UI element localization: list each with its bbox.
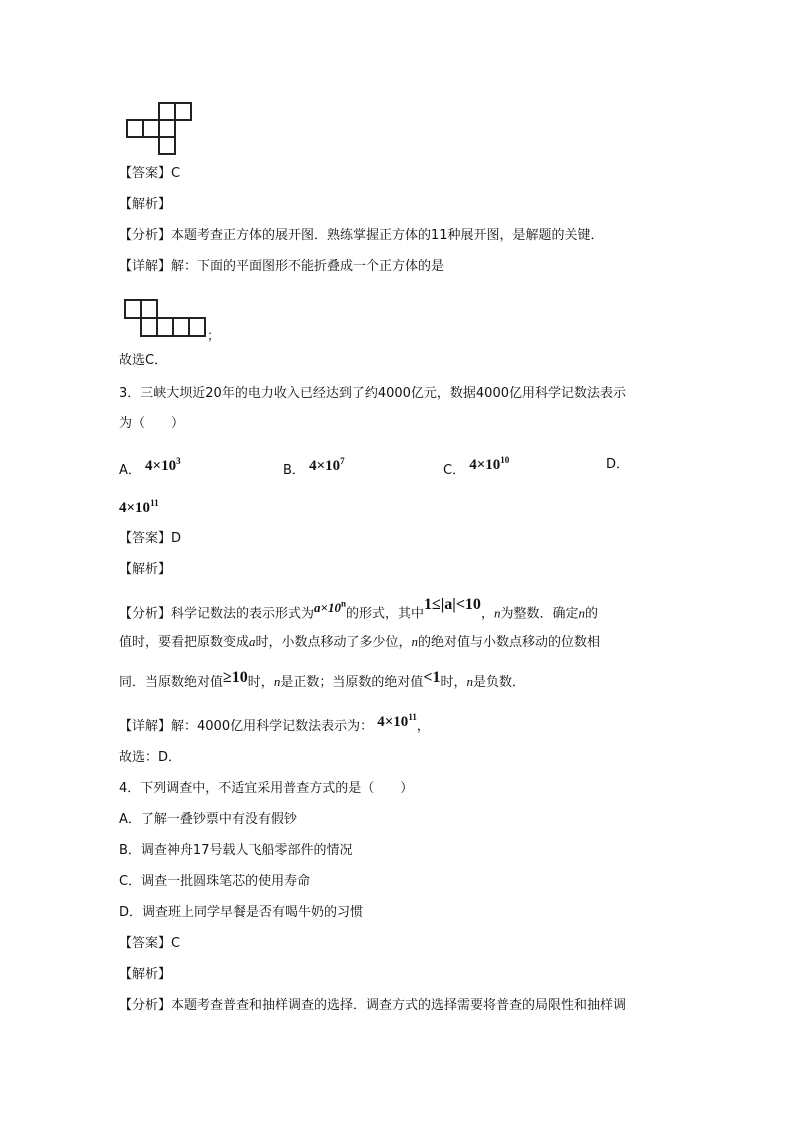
var-n: n (411, 634, 419, 649)
answer-value: D (171, 531, 182, 546)
q3-fenxi-line-2 (119, 633, 600, 652)
q4-stem: 4．下列调查中，不适宜采用普查方式的是（ ） (119, 781, 414, 796)
text: 的绝对值与小数点移动的位数相 (418, 635, 601, 650)
q4-option-d: D．调查班上同学早餐是否有喝牛奶的习惯 (119, 905, 364, 920)
text: ， (480, 606, 494, 622)
xiangjie-label: 【详解】 (119, 259, 172, 274)
math: 4×10 (377, 714, 409, 730)
q3-conclusion: 故选：D． (119, 750, 182, 765)
text: 时，小数点移动了多少位， (255, 635, 412, 650)
q3-option-b (283, 456, 345, 480)
math: ≥10 (223, 669, 248, 686)
q4-option-a: A．了解一叠钞票中有没有假钞 (119, 812, 297, 827)
xiangjie-text: 解：4000亿用科学记数法表示为： (171, 719, 374, 734)
option-math: 4×10 (309, 458, 341, 474)
q3-option-a (119, 456, 181, 480)
xiangjie-text: 解：下面的平面图形不能折叠成一个正方体的是 (171, 259, 445, 274)
option-math: 4×10 (145, 458, 177, 474)
math-exponent: n (340, 599, 346, 609)
math: a×10 (314, 600, 341, 616)
fenxi-text: 本题考查正方体的展开图．熟练掌握正方体的11种展开图，是解题的关键． (171, 228, 604, 243)
option-exponent: 11 (150, 498, 159, 508)
option-label: C． (443, 463, 466, 478)
option-math: 4×10 (119, 500, 151, 516)
math-exponent: 11 (408, 712, 417, 722)
text: 为整数．确定 (500, 606, 579, 622)
q3-xiangjie (119, 712, 430, 736)
fenxi-label: 【分析】 (119, 998, 172, 1013)
answer-label: 【答案】 (119, 166, 172, 181)
q3-analysis-label: 【解析】 (119, 562, 172, 577)
var-a: a (249, 634, 256, 649)
fenxi-text: 本题考查普查和抽样调查的选择．调查方式的选择需要将普查的局限性和抽样调 (171, 998, 627, 1013)
var-n: n (493, 605, 501, 621)
q3-stem-2: 为（ ） (119, 416, 185, 431)
q4-option-c: C．调查一批圆珠笔芯的使用寿命 (119, 874, 311, 889)
answer-value: C (171, 166, 181, 181)
answer-label: 【答案】 (119, 936, 172, 951)
var-n: n (466, 674, 473, 689)
answer-label: 【答案】 (119, 531, 172, 546)
math: 1≤|a|<10 (423, 596, 481, 614)
q3-fenxi-line-1 (119, 596, 598, 623)
q3-option-d (119, 494, 159, 518)
option-exponent: 10 (500, 455, 510, 465)
q3-answer (119, 530, 181, 548)
xiangjie-label: 【详解】 (119, 719, 172, 734)
text: 同．当原数绝对值 (119, 675, 224, 690)
text: 时， (247, 675, 274, 690)
var-n: n (578, 605, 585, 621)
option-label: A． (119, 463, 141, 478)
q3-fenxi-line-3 (119, 669, 525, 692)
q2-fenxi (119, 227, 604, 245)
option-exponent: 7 (340, 456, 345, 466)
math: <1 (423, 669, 441, 686)
option-exponent: 3 (176, 456, 181, 466)
q4-fenxi (119, 997, 626, 1015)
q3-option-c (443, 456, 509, 480)
q2-conclusion: 故选C． (119, 353, 168, 368)
option-math: 4×10 (469, 457, 501, 473)
answer-value: C (171, 936, 181, 951)
text: ， (416, 719, 430, 734)
q3-stem-1: 3．三峡大坝近20年的电力收入已经达到了约4000亿元，数据4000亿用科学记数法表示 (119, 386, 626, 401)
option-label: B． (283, 463, 305, 478)
q2-analysis-label: 【解析】 (119, 197, 172, 212)
semicolon: ； (207, 329, 221, 344)
text: 的 (584, 606, 598, 622)
q2-xiangjie (119, 258, 444, 276)
q4-option-b: B．调查神舟17号载人飞船零部件的情况 (119, 843, 353, 858)
var-n: n (273, 674, 281, 689)
text: 是正数；当原数的绝对值 (280, 675, 424, 690)
q4-analysis-label: 【解析】 (119, 967, 172, 982)
fenxi-label: 【分析】 (119, 606, 172, 622)
fenxi-label: 【分析】 (119, 228, 172, 243)
q2-answer (119, 165, 180, 183)
text: 时， (440, 675, 467, 690)
text: 值时，要看把原数变成 (119, 635, 250, 650)
text: 科学记数法的表示形式为 (171, 606, 315, 622)
text: 的形式，其中 (345, 606, 424, 622)
q4-answer (119, 935, 180, 953)
text: 是负数． (472, 675, 525, 690)
q3-option-d-label: D． (606, 457, 630, 472)
